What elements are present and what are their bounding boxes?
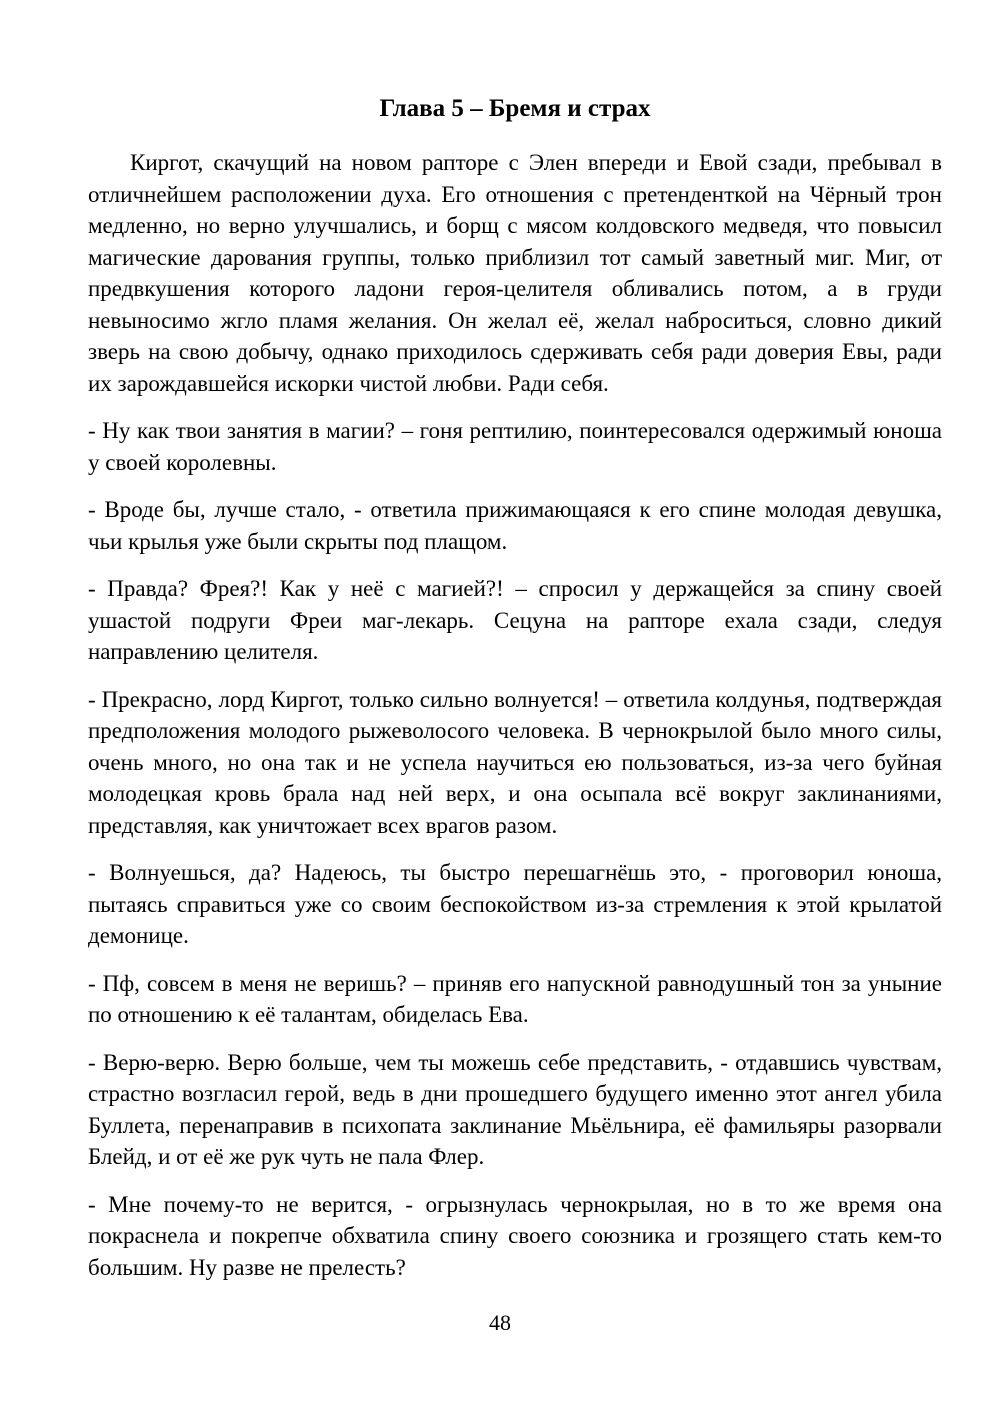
paragraph: - Ну как твои занятия в магии? – гоня рептилию, поинтересовался одержимый юноша у своей королевны. bbox=[88, 418, 942, 475]
paragraph: - Волнуешься, да? Надеюсь, ты быстро перешагнёшь это, - проговорил юноша, пытаясь справиться уже со своим беспокойством из-за стремления к этой крылатой демонице. bbox=[88, 860, 942, 948]
body-text bbox=[88, 147, 942, 1283]
paragraph: Киргот, скачущий на новом рапторе с Элен впереди и Евой сзади, пребывал в отличнейшем расположении духа. Его отношения с претенденткой на Чёрный трон медленно, но верно улучшались, и борщ с мясом колдовского медведя, что повысил магические дарования группы, только приблизил тот самый заветный миг. Миг, от предвкушения которого ладони героя-целителя обливались потом, а в груди невыносимо жгло пламя желания. Он желал её, желал наброситься, словно дикий зверь на свою добычу, однако приходилось сдерживать себя ради доверия Евы, ради их зарождавшейся искорки чистой любви. Ради себя. bbox=[88, 150, 942, 396]
paragraph: - Вроде бы, лучше стало, - ответила прижимающаяся к его спине молодая девушка, чьи крылья уже были скрыты под плащом. bbox=[88, 497, 942, 554]
chapter-title: Глава 5 – Бремя и страх bbox=[379, 95, 651, 122]
paragraph: - Пф, совсем в меня не веришь? – приняв его напускной равнодушный тон за уныние по отношению к её талантам, обиделась Ева. bbox=[88, 970, 942, 1027]
page-number: 48 bbox=[489, 1310, 511, 1335]
paragraph: - Правда? Фрея?! Как у неё с магией?! – спросил у держащейся за спину своей ушастой подруги Фреи маг-лекарь. Сецуна на рапторе ехала сзади, следуя направлению целителя. bbox=[88, 576, 942, 664]
paragraph: - Прекрасно, лорд Киргот, только сильно волнуется! – ответила колдунья, подтверждая предположения молодого рыжеволосого человека. В чернокрылой было много силы, очень много, но она так и не успела научиться ею пользоваться, из-за чего буйная молодецкая кровь брала над ней верх, и она осыпала всё вокруг заклинаниями, представляя, как уничтожает всех врагов разом. bbox=[88, 686, 942, 838]
paragraph: - Верю-верю. Верю больше, чем ты можешь себе представить, - отдавшись чувствам, страстно возгласил герой, ведь в дни прошедшего будущего именно этот ангел убила Буллета, перенаправив в психопата заклинание Мьёльнира, её фамильяры разорвали Блейд, и от её же рук чуть не пала Флер. bbox=[88, 1049, 942, 1169]
paragraph: - Мне почему-то не верится, - огрызнулась чернокрылая, но в то же время она покраснела и покрепче обхватила спину своего союзника и грозящего стать кем-то большим. Ну разве не прелесть? bbox=[88, 1191, 942, 1280]
